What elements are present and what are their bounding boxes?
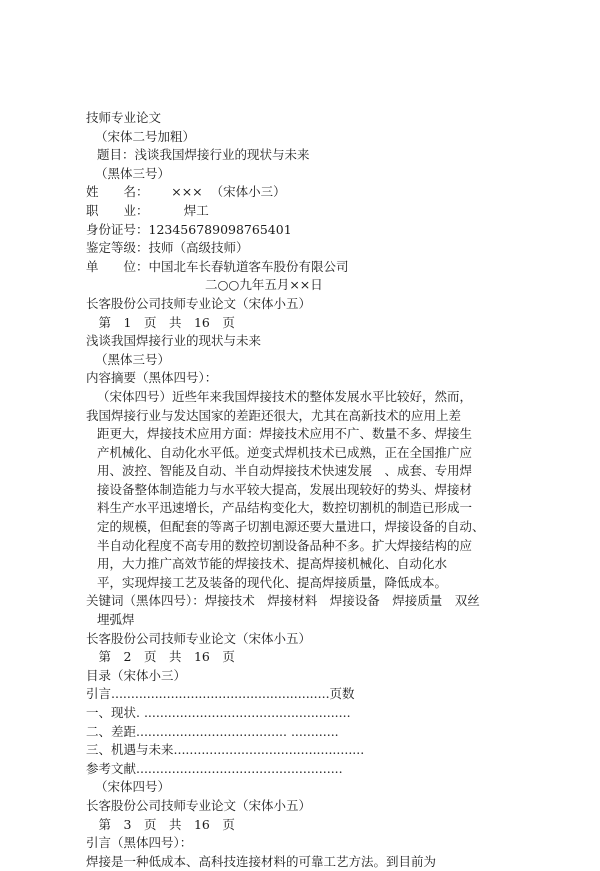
page-number: 第 1 页 共 16 页 — [86, 314, 235, 330]
abstract-line: 半自动化程度不高专用的数控切割设备品种不多。扩大焊接结构的应 — [97, 537, 473, 553]
id-number-line: 身份证号：123456789098765401 — [86, 221, 292, 237]
font-note: （黑体三号） — [95, 165, 171, 181]
document-page — [86, 109, 586, 871]
abstract-line: 料生产水平迅速增长，产品结构变化大，数控切割机的制造已形成一 — [97, 500, 473, 516]
abstract-line: 用，大力推广高效节能的焊接技术、提高焊接机械化、自动化水 — [97, 556, 448, 572]
occupation-line: 职 业： 焊工 — [86, 202, 209, 218]
font-note: （宋体二号加粗） — [95, 128, 196, 144]
author-name-line: 姓 名： ××× （宋体小三） — [86, 184, 286, 200]
font-note: （宋体四号） — [95, 779, 171, 795]
abstract-heading: 内容摘要（黑体四号）： — [86, 370, 218, 386]
page-header: 长客股份公司技师专业论文（宋体小五） — [86, 630, 312, 646]
keywords-line: 埋弧焊 — [97, 612, 135, 628]
grade-line: 鉴定等级：技师（高级技师） — [86, 240, 249, 256]
abstract-line: （宋体四号）近些年来我国焊接技术的整体发展水平比较好，然而， — [97, 388, 473, 404]
intro-heading: 引言（黑体四号）： — [86, 835, 193, 851]
paper-title: 题目：浅谈我国焊接行业的现状与未来 — [97, 147, 310, 163]
abstract-line: 距更大，焊接技术应用方面：焊接技术应用不广、数量不多、焊接生 — [97, 426, 473, 442]
page-header: 长客股份公司技师专业论文（宋体小五） — [86, 797, 312, 813]
article-title: 浅谈我国焊接行业的现状与未来 — [86, 333, 262, 349]
date-line: 二○○九年五月××日 — [205, 277, 323, 293]
abstract-line: 用、波控、智能及自动、半自动焊接技术快速发展 、成套、专用焊 — [97, 463, 473, 479]
page-number: 第 2 页 共 16 页 — [86, 649, 235, 665]
abstract-line: 接设备整体制造能力与水平较大提高，发展出现较好的势头、焊接材 — [97, 481, 473, 497]
organization-line: 单 位：中国北车长春轨道客车股份有限公司 — [86, 258, 349, 274]
toc-entry: 一、现状. .................................................... — [86, 705, 351, 720]
toc-title: 目录（宋体小三） — [86, 667, 187, 683]
abstract-line: 产机械化、自动化水平低。逆变式焊机技术已成熟，正在全国推广应 — [97, 444, 473, 460]
abstract-body — [86, 388, 586, 593]
toc-entry: 参考文献.................................................... — [86, 760, 343, 776]
keywords-line: 关键词（黑体四号）：焊接技术 焊接材料 焊接设备 焊接质量 双丝 — [86, 593, 480, 609]
toc-entry: 二、差距...................................... ............ — [86, 723, 339, 739]
abstract-line: 我国焊接行业与发达国家的差距还很大，尤其在高新技术的应用上差 — [86, 407, 462, 423]
toc-entry: 三、机遇与未来................................................ — [86, 742, 365, 758]
abstract-line: 定的规模，但配套的等离子切割电源还要大量进口，焊接设备的自动、 — [97, 519, 485, 535]
intro-text: 焊接是一种低成本、高科技连接材料的可靠工艺方法。到目前为 — [86, 853, 437, 869]
paper-type-heading: 技师专业论文 — [86, 110, 162, 125]
font-note: （黑体三号） — [95, 351, 171, 367]
page-header: 长客股份公司技师专业论文（宋体小五） — [86, 295, 312, 311]
toc-entry: 引言.......................................................页数 — [86, 686, 355, 702]
abstract-line: 平，实现焊接工艺及装备的现代化、提高焊接质量，降低成本。 — [97, 574, 448, 590]
page-number: 第 3 页 共 16 页 — [86, 816, 235, 832]
